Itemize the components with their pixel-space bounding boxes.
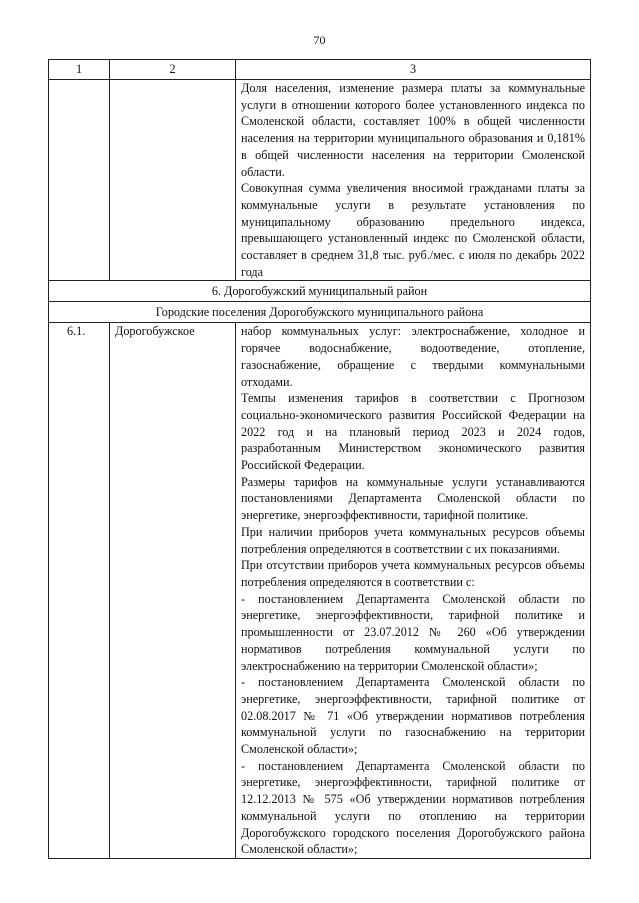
description-paragraph: Размеры тарифов на коммунальные услуги устанавливаются постановлениями Департамента Смоленской области по энергетике, энергоэффективности, тарифной политике. [241, 474, 585, 523]
column-header-1: 1 [49, 60, 110, 80]
section-title-district: 6. Дорогобужский муниципальный район [49, 281, 591, 302]
cell-number-empty [49, 80, 110, 281]
column-header-3: 3 [236, 60, 591, 80]
description-paragraph: При наличии приборов учета коммунальных ресурсов объемы потребления определяются в соответствии с их показаниями. [241, 524, 585, 556]
cell-description [236, 323, 591, 859]
description-paragraph: Совокупная сумма увеличения вносимой гражданами платы за коммунальные услуги в результате установления по муниципальному образованию предельного индекса, превышающего установленный индекс по Смоленской области, составляет в среднем 31,8 тыс. руб./мес. с июля по декабрь 2022 года [241, 181, 585, 279]
table-row-dorogobuzhskoe [49, 323, 591, 859]
column-header-2: 2 [110, 60, 236, 80]
cell-description [236, 80, 591, 281]
description-paragraph: набор коммунальных услуг: электроснабжение, холодное и горячее водоснабжение, водоотведение, отопление, газоснабжение, обращение с твердыми коммунальными отходами. [241, 324, 585, 389]
section-row-district [49, 281, 591, 302]
description-paragraph: Темпы изменения тарифов в соответствии с Прогнозом социально-экономического развития Российской Федерации на 2022 год и на плановый период 2023 и 2024 годов, разработанным Министерством экономического развития Российской Федерации. [241, 391, 585, 473]
tariff-table [48, 59, 591, 859]
description-paragraph: - постановлением Департамента Смоленской области по энергетике, энергоэффективности, тарифной политике и промышленности от 23.07.2012 № 260 «Об утверждении нормативов потребления коммунальной услуги по электроснабжению на территории Смоленской области»; [241, 591, 585, 673]
table-header-row [49, 60, 591, 80]
description-paragraph: При отсутствии приборов учета коммунальных ресурсов объемы потребления определяются в соответствии с: [241, 558, 585, 589]
description-paragraph: - постановлением Департамента Смоленской области по энергетике, энергоэффективности, тарифной политике от 12.12.2013 № 575 «Об утверждении нормативов потребления коммунальной услуги по отоплению на территории Дорогобужского городского поселения Дорогобужского района Смоленской области»; [241, 758, 585, 857]
cell-name: Дорогобужское [110, 323, 236, 859]
section-row-settlements [49, 302, 591, 323]
page-number: 70 [313, 33, 326, 47]
cell-number: 6.1. [49, 323, 110, 859]
table-row-continuation [49, 80, 591, 281]
section-title-settlements: Городские поселения Дорогобужского муниципального района [49, 302, 591, 323]
description-paragraph: Доля населения, изменение размера платы за коммунальные услуги в отношении которого более установленного индекса по Смоленской области, составляет 100% в общей численности населения на территории муниципального образования и 0,181% в общей численности населения на территории Смоленской области. [241, 81, 585, 179]
cell-name-empty [110, 80, 236, 281]
description-paragraph: - постановлением Департамента Смоленской области по энергетике, энергоэффективности, тарифной политике от 02.08.2017 № 71 «Об утверждении нормативов потребления коммунальной услуги по газоснабжению на территории Смоленской области»; [241, 675, 585, 757]
